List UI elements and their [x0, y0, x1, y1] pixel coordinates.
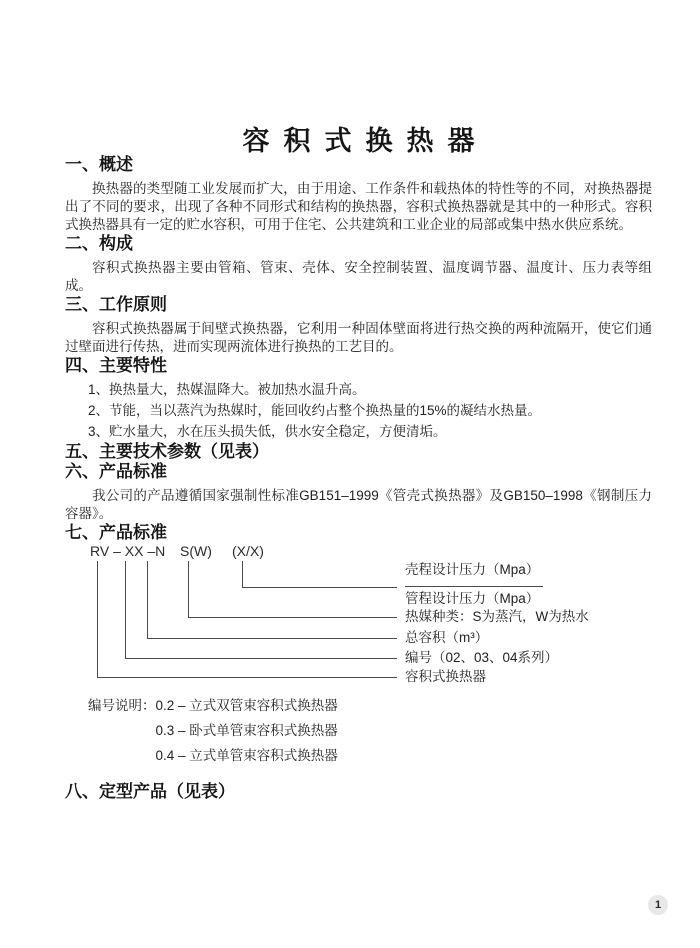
composition-paragraph: 容积式换热器主要由管箱、管束、壳体、安全控制装置、温度调节器、温度计、压力表等组成。 [65, 260, 652, 293]
section-heading-composition: 二、构成 [65, 234, 133, 253]
leader-line-pressure [242, 587, 397, 588]
section-heading-working-principle: 三、工作原则 [65, 295, 167, 314]
pressure-fraction [405, 561, 543, 608]
connector-line-rv [97, 561, 98, 677]
feature-list [88, 379, 652, 442]
connector-line-n [147, 561, 148, 638]
model-code-medium: S(W) [180, 543, 212, 559]
connector-line-xslashx [242, 561, 243, 587]
tube-pressure-label: 管程设计压力（Mpa） [405, 591, 540, 606]
legend-item-1: 0.2 – 立式双管束容积式换热器 [155, 698, 338, 713]
page-number-badge [648, 895, 668, 915]
shell-pressure-label: 壳程设计压力（Mpa） [405, 561, 543, 587]
model-code-prefix: RV – XX –N [90, 543, 166, 559]
legend-item-2: 0.3 – 卧式单管束容积式换热器 [155, 723, 338, 738]
product-standard-paragraph: 我公司的产品遵循国家强制性标准GB151–1999《管壳式换热器》及GB150–1998《钢制压力容器》。 [65, 488, 652, 521]
code-legend [88, 693, 652, 768]
section-heading-main-features: 四、主要特性 [65, 356, 167, 375]
connector-line-xx [125, 561, 126, 658]
feature-item-1: 1、换热量大，热媒温降大。被加热水温升高。 [88, 382, 366, 397]
working-principle-paragraph: 容积式换热器属于间壁式换热器，它利用一种固体壁面将进行热交换的两种流隔开，使它们通过壁面进行传热，进而实现两流体进行换热的工艺目的。 [65, 321, 652, 354]
section-heading-technical-parameters: 五、主要技术参数（见表） [65, 442, 269, 461]
section-heading-product-standard: 六、产品标准 [65, 462, 167, 481]
legend-items [156, 693, 338, 768]
feature-item-2: 2、节能，当以蒸汽为热媒时，能回收约占整个换热量的15%的凝结水热量。 [88, 403, 542, 418]
leader-line-medium [188, 617, 397, 618]
total-volume-label: 总容积（m³） [405, 630, 489, 645]
leader-line-series [125, 658, 397, 659]
section-heading-standard-products: 八、定型产品（见表） [65, 782, 235, 801]
leader-line-product [97, 677, 397, 678]
product-type-label: 容积式换热器 [405, 669, 486, 684]
section-heading-product-code: 七、产品标准 [65, 523, 167, 542]
model-code-diagram [65, 543, 652, 693]
page-title: 容积式换热器 [242, 126, 489, 156]
page-number: 1 [654, 899, 662, 911]
heat-medium-label: 热媒种类：S为蒸汽，W为热水 [405, 609, 589, 624]
feature-item-3: 3、贮水量大，水在压头损失低，供水安全稳定，方便清垢。 [88, 424, 447, 439]
legend-item-3: 0.4 – 立式单管束容积式换热器 [155, 748, 338, 763]
section-heading-overview: 一、概述 [65, 155, 133, 174]
leader-line-volume [147, 638, 397, 639]
overview-paragraph: 换热器的类型随工业发展而扩大，由于用途、工作条件和载热体的特性等的不同，对换热器提出了不同的要求，出现了各种不同形式和结构的换热器，容积式换热器就是其中的一种形式。容积式换热器具有一定的贮水容积，可用于住宅、公共建筑和工业企业的局部或集中热水供应系统。 [65, 181, 652, 232]
model-code-pressure: (X/X) [232, 543, 264, 559]
connector-line-sw [188, 561, 189, 617]
legend-prefix: 编号说明： [88, 698, 156, 713]
series-number-label: 编号（02、03、04系列） [405, 650, 559, 665]
